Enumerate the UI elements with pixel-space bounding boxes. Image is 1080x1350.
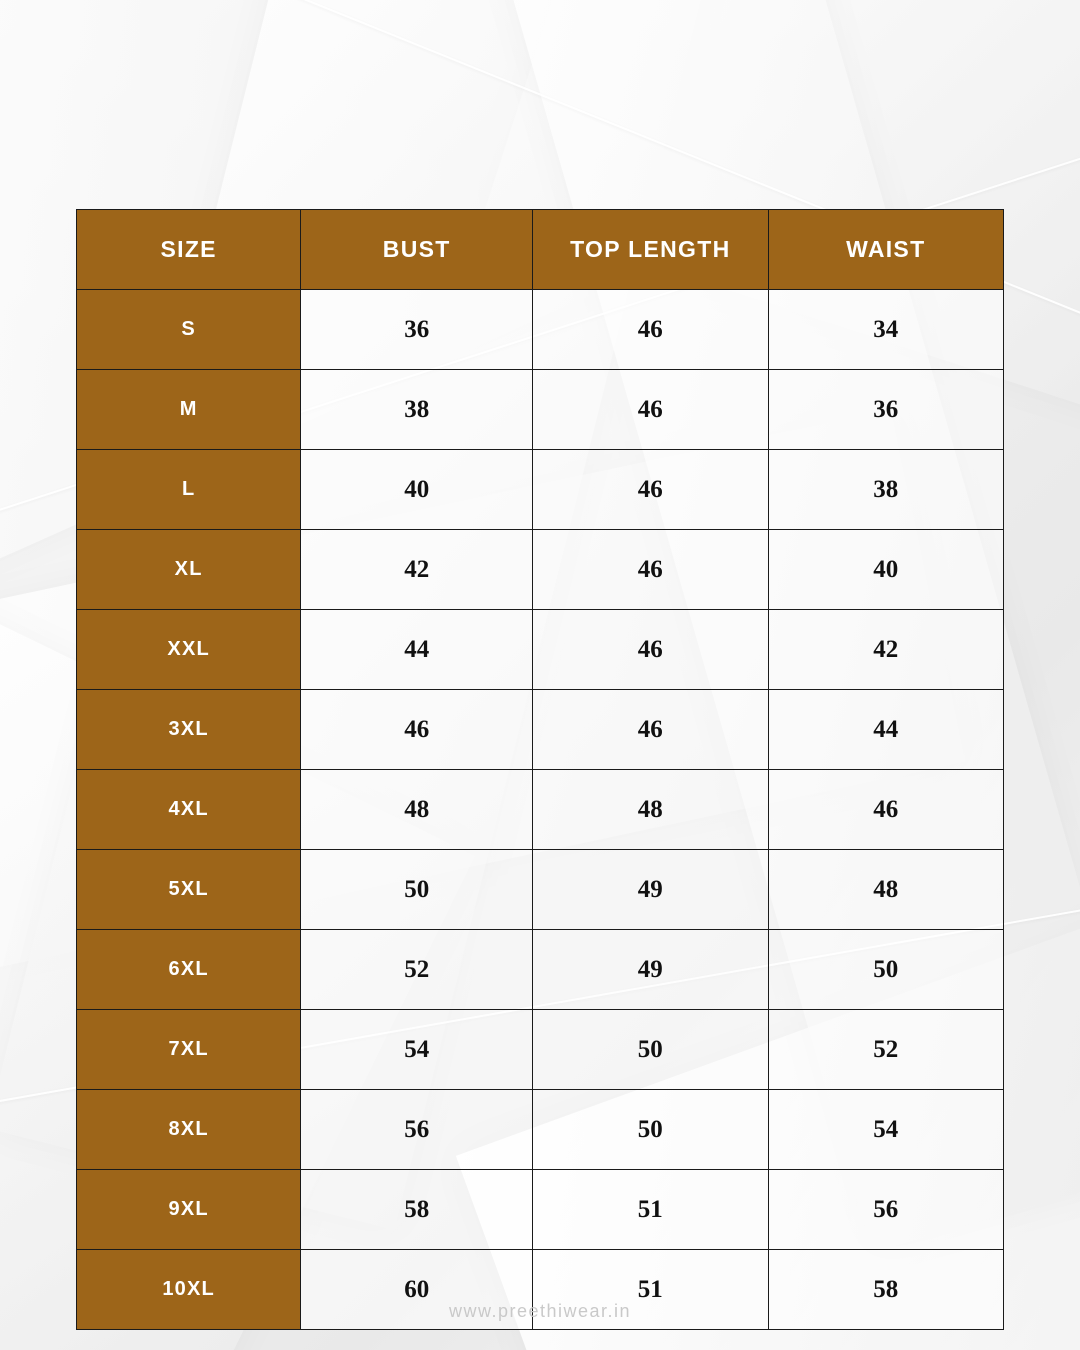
cell-bust: 48 bbox=[301, 770, 533, 850]
cell-top-length: 49 bbox=[533, 930, 768, 1010]
cell-top-length: 46 bbox=[533, 530, 768, 610]
cell-waist: 46 bbox=[768, 770, 1003, 850]
cell-waist: 40 bbox=[768, 530, 1003, 610]
cell-size: 8XL bbox=[77, 1090, 301, 1170]
cell-waist: 34 bbox=[768, 290, 1003, 370]
cell-size: 10XL bbox=[77, 1250, 301, 1330]
table-row bbox=[77, 690, 1004, 770]
cell-bust: 58 bbox=[301, 1170, 533, 1250]
table-row bbox=[77, 770, 1004, 850]
cell-bust: 46 bbox=[301, 690, 533, 770]
website-watermark: www.preethiwear.in bbox=[448, 1301, 632, 1321]
cell-top-length: 50 bbox=[533, 1010, 768, 1090]
cell-size: 7XL bbox=[77, 1010, 301, 1090]
cell-size: XL bbox=[77, 530, 301, 610]
cell-bust: 50 bbox=[301, 850, 533, 930]
cell-bust: 38 bbox=[301, 370, 533, 450]
cell-size: M bbox=[77, 370, 301, 450]
table-header-row bbox=[77, 210, 1004, 290]
cell-bust: 40 bbox=[301, 450, 533, 530]
cell-waist: 54 bbox=[768, 1090, 1003, 1170]
cell-bust: 44 bbox=[301, 610, 533, 690]
cell-top-length: 50 bbox=[533, 1090, 768, 1170]
cell-waist: 38 bbox=[768, 450, 1003, 530]
column-header-waist: WAIST bbox=[768, 210, 1003, 290]
cell-size: 6XL bbox=[77, 930, 301, 1010]
cell-bust: 54 bbox=[301, 1010, 533, 1090]
cell-size: L bbox=[77, 450, 301, 530]
table-row bbox=[77, 450, 1004, 530]
cell-bust: 36 bbox=[301, 290, 533, 370]
cell-waist: 50 bbox=[768, 930, 1003, 1010]
cell-top-length: 46 bbox=[533, 290, 768, 370]
cell-waist: 52 bbox=[768, 1010, 1003, 1090]
cell-size: XXL bbox=[77, 610, 301, 690]
cell-waist: 56 bbox=[768, 1170, 1003, 1250]
cell-top-length: 48 bbox=[533, 770, 768, 850]
cell-top-length: 51 bbox=[533, 1170, 768, 1250]
table-row bbox=[77, 290, 1004, 370]
cell-bust: 60 bbox=[301, 1250, 533, 1330]
cell-top-length: 51 bbox=[533, 1250, 768, 1330]
column-header-top-length: TOP LENGTH bbox=[533, 210, 768, 290]
table-row bbox=[77, 530, 1004, 610]
cell-size: S bbox=[77, 290, 301, 370]
size-chart-table-wrapper bbox=[76, 209, 1004, 1330]
cell-waist: 58 bbox=[768, 1250, 1003, 1330]
cell-bust: 42 bbox=[301, 530, 533, 610]
size-chart-table bbox=[76, 209, 1004, 1330]
cell-top-length: 46 bbox=[533, 690, 768, 770]
cell-size: 4XL bbox=[77, 770, 301, 850]
cell-waist: 44 bbox=[768, 690, 1003, 770]
cell-top-length: 46 bbox=[533, 370, 768, 450]
cell-top-length: 46 bbox=[533, 450, 768, 530]
cell-waist: 36 bbox=[768, 370, 1003, 450]
table-row bbox=[77, 850, 1004, 930]
cell-size: 5XL bbox=[77, 850, 301, 930]
cell-waist: 48 bbox=[768, 850, 1003, 930]
table-row bbox=[77, 370, 1004, 450]
table-row bbox=[77, 1170, 1004, 1250]
cell-top-length: 49 bbox=[533, 850, 768, 930]
column-header-size: SIZE bbox=[77, 210, 301, 290]
cell-size: 3XL bbox=[77, 690, 301, 770]
table-row bbox=[77, 930, 1004, 1010]
cell-top-length: 46 bbox=[533, 610, 768, 690]
cell-bust: 52 bbox=[301, 930, 533, 1010]
cell-waist: 42 bbox=[768, 610, 1003, 690]
cell-size: 9XL bbox=[77, 1170, 301, 1250]
table-row bbox=[77, 610, 1004, 690]
cell-bust: 56 bbox=[301, 1090, 533, 1170]
column-header-bust: BUST bbox=[301, 210, 533, 290]
table-row bbox=[77, 1010, 1004, 1090]
table-row bbox=[77, 1090, 1004, 1170]
